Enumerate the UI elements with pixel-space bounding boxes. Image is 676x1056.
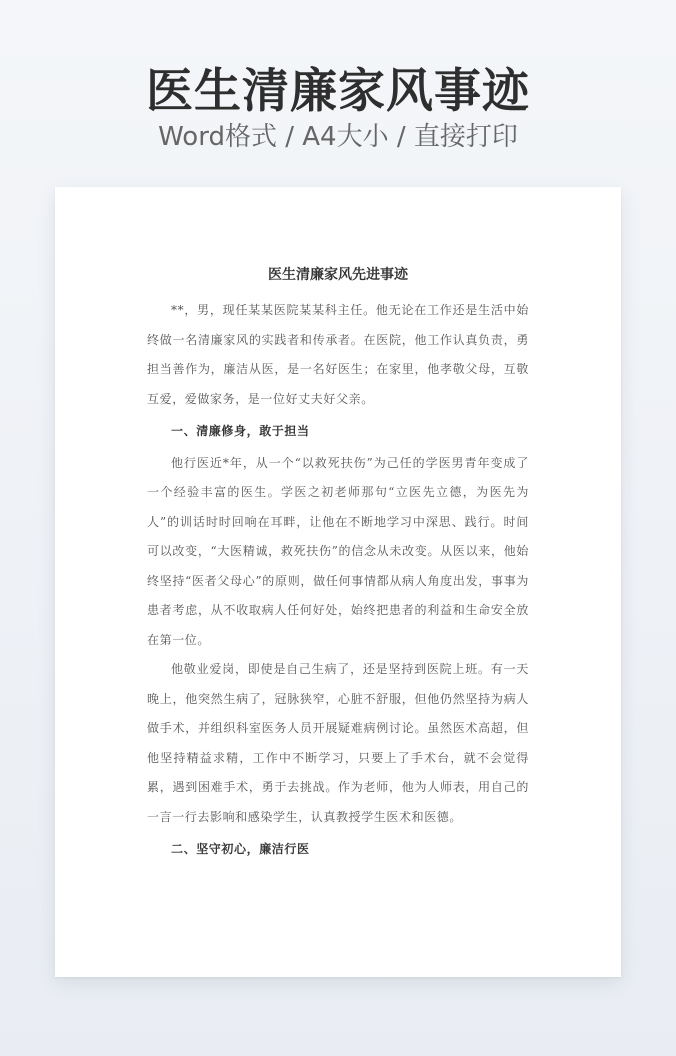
intro-paragraph: **，男，现任某某医院某某科主任。他无论在工作还是生活中始终做一名清廉家风的实践者和传承者。在医院，他工作认真负责，勇担当善作为，廉洁从医，是一名好医生；在家里，他孝敬父母，互敬互爱，爱做家务，是一位好丈夫好父亲。: [147, 303, 529, 406]
page-subtitle: Word格式 / A4大小 / 直接打印: [158, 122, 518, 152]
body-paragraph-1: 他行医近*年，从一个“以救死扶伤”为己任的学医男青年变成了一个经验丰富的医生。学医之初老师那句“立医先立德，为医先为人”的训话时时回响在耳畔，让他在不断地学习中深思、践行。时间可以改变，“大医精诚，救死扶伤”的信念从未改变。从医以来，他始终坚持“医者父母心”的原则，做任何事情都从病人角度出发，事事为患者考虑，从不收取病人任何好处，始终把患者的利益和生命安全放在第一位。: [147, 455, 529, 647]
page-header: [0, 0, 676, 180]
section-heading-2: 二、坚守初心，廉洁行医: [171, 842, 310, 856]
document-body: [147, 296, 529, 867]
document-title: 医生清廉家风先进事迹: [268, 267, 408, 283]
section-heading-1: 一、清廉修身，敢于担当: [171, 424, 310, 438]
body-paragraph-2: 他敬业爱岗，即使是自己生病了，还是坚持到医院上班。有一天晚上，他突然生病了，冠脉狭窄，心脏不舒服，但他仍然坚持为病人做手术，并组织科室医务人员开展疑难病例讨论。虽然医术高超，但他坚持精益求精，工作中不断学习，只要上了手术台，就不会觉得累，遇到困难手术，勇于去挑战。作为老师，他为人师表，用自己的一言一行去影响和感染学生，认真教授学生医术和医德。: [147, 662, 529, 824]
page-title: 医生清廉家风事迹: [146, 64, 530, 119]
document-page: [55, 187, 621, 977]
